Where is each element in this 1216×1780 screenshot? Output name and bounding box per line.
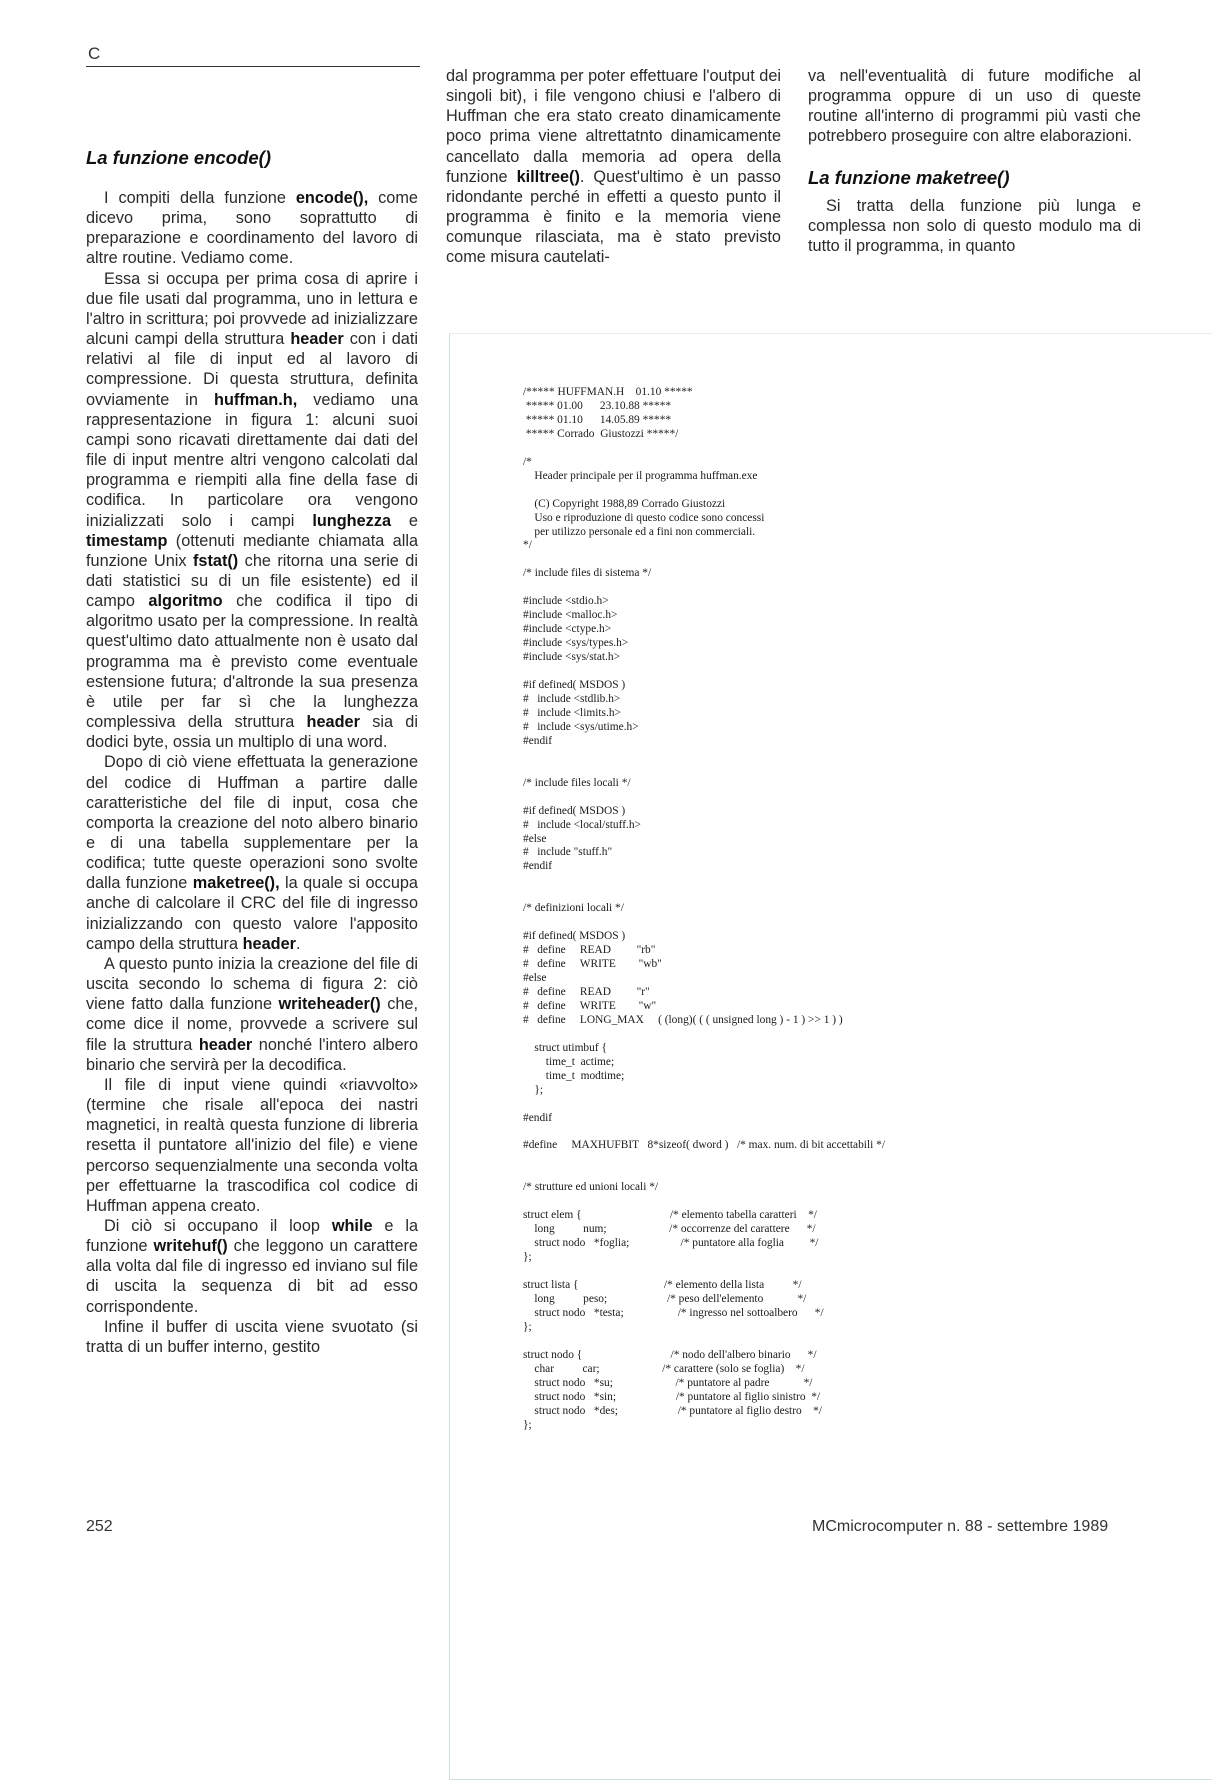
section-title-encode: La funzione encode() (86, 147, 271, 168)
paragraph: Di ciò si occupano il loop while e la funzione writehuf() che leggono un carattere alla volta dal file di ingresso ed inviano sul file di uscita la sequenza di bit ad esso corrispondente. (86, 1216, 419, 1316)
bold-term: header (242, 934, 296, 953)
code-listing-huffman-h: /***** HUFFMAN.H 01.10 ***** ***** 01.00 23.10.88 ***** ***** 01.10 14.05.89 ***** ***** Corrado Giustozzi *****/ /* Header principale per il programma huffman.exe (C) Copyright 1988,89 Corrado Giustozzi Uso e riproduzione di questo codice sono concessi per utilizzo personale ed a fini non commerciali. */ /* include files di sistema */ #include <stdio.h> #include <malloc.h> #include <ctype.h> #include <sys/types.h> #include <sys/stat.h> #if defined( MSDOS ) # include <stdlib.h> # include <limits.h> # include <sys/utime.h> #endif /* include files locali */ #if defined( MSDOS ) # include <local/stuff.h> #else # include "stuff.h" #endif /* definizioni locali */ #if defined( MSDOS ) # define READ "rb" # define WRITE "wb" #else # define READ "r" # define WRITE "w" # define LONG_MAX ( (long)( ( ( unsigned long ) - 1 ) >> 1 ) ) struct utimbuf { time_t actime; time_t modtime; }; #endif #define MAXHUFBIT 8*sizeof( dword ) /* max. num. di bit accettabili */ /* strutture ed unioni locali */ struct elem { /* elemento tabella caratteri */ long num; /* occorrenze del carattere */ struct nodo *foglia; /* puntatore alla foglia */ }; struct lista { /* elemento della lista */ long peso; /* peso dell'elemento */ struct nodo *testa; /* ingresso nel sottoalbero */ }; struct nodo { /* nodo dell'albero binario */ char car; /* carattere (solo se foglia) */ struct nodo *su; /* puntatore al padre */ struct nodo *sin; /* puntatore al figlio sinistro */ struct nodo *des; /* puntatore al figlio destro */ }; (523, 386, 886, 1431)
bold-term: fstat() (193, 551, 239, 570)
bold-term: timestamp (86, 531, 168, 550)
bold-term: lunghezza (312, 511, 392, 530)
magazine-footer: MCmicrocomputer n. 88 - settembre 1989 (812, 1518, 1109, 1535)
paragraph: Dopo di ciò viene effettuata la generazione del codice di Huffman a partire dalle caratteristiche del file di input, cosa che comporta la creazione del noto albero binario e di una tabella supplementare per la codifica; tutte queste operazioni sono svolte dalla funzione maketree(), la quale si occupa anche di calcolare il CRC del file di ingresso inizializzando con questo valore l'apposito campo della struttura header. (86, 753, 418, 953)
bold-term: header (290, 330, 344, 349)
bold-term: writehuf() (153, 1237, 228, 1256)
paragraph: A questo punto inizia la creazione del file di uscita secondo lo schema di figura 2: ciò viene fatto dalla funzione writeheader() che, come dice il nome, provvede a scrivere sul file la struttura header nonché l'intero albero binario che servirà per la decodifica. (86, 954, 419, 1074)
header-rule (86, 66, 420, 67)
bold-term: encode(), (295, 189, 369, 207)
paragraph: Si tratta della funzione più lunga e complessa non solo di questo modulo ma di tutto il programma, in quanto (808, 196, 1141, 255)
left-column (86, 147, 418, 1357)
bold-term: killtree() (516, 167, 580, 186)
bold-term: algoritmo (148, 592, 223, 611)
bold-term: writeheader() (278, 995, 381, 1014)
middle-column (446, 66, 781, 268)
paragraph: dal programma per poter effettuare l'output dei singoli bit), i file vengono chiusi e l'albero di Huffman che era stato creato dinamicamente poco prima viene altrettatnto dinamicamente cancellato dalla memoria ad opera della funzione killtree(). Quest'ultimo è un passo ridondante perché in effetti a questo punto il programma è finito e la memoria viene comunque rilasciata, ma è stato previsto come misura cautelati- (446, 67, 781, 267)
bold-term: huffman.h, (214, 390, 298, 409)
bold-term: while (331, 1216, 373, 1235)
paragraph: Il file di input viene quindi «riavvolto» (termine che risale all'epoca dei nastri magnetici, in realtà questa funzione di libreria resetta il puntatore all'inizio del file) e viene percorso sequenzialmente una seconda volta per effettuarne la trascodifica col codice di Huffman appena creato. (86, 1075, 418, 1215)
bold-term: maketree(), (192, 874, 280, 893)
paragraph: Essa si occupa per prima cosa di aprire i due file usati dal programma, uno in lettura e l'altro in scrittura; poi provvede ad inizializzare alcuni campi della struttura header con i dati relativi al file di input ed al lavoro di compressione. Di questa struttura, definita ovviamente in huffman.h, vediamo una rappresentazione in figura 1: alcuni suoi campi sono ricavati direttamente dai dati del file di input mentre altri vengono calcolati dal programma e riempiti alla fine della fase di codifica. In particolare ora vengono inizializzati solo i campi lunghezza e timestamp (ottenuti mediante chiamata alla funzione Unix fstat() che ritorna una serie di dati statistici su di un file esistente) ed il campo algoritmo che codifica il tipo di algoritmo usato per la compressione. In realtà quest'ultimo dato attualmente non è usato dal programma ma è previsto come eventuale estensione futura; d'altronde la sua presenza è utile per far sì che la lunghezza complessiva della struttura header sia di dodici byte, ossia un multiplo di una word. (86, 269, 418, 752)
page-number: 252 (86, 1518, 113, 1535)
bold-term: header (306, 713, 360, 732)
page-section-letter: C (88, 44, 101, 63)
paragraph: Infine il buffer di uscita viene svuotato (si tratta di un buffer interno, gestito (86, 1317, 418, 1356)
paragraph: va nell'eventualità di future modifiche al programma oppure di un uso di queste routine all'interno di programmi più vasti che potrebbero proseguire con altre elaborazioni. (808, 67, 1141, 146)
section-title-maketree: La funzione maketree() (808, 166, 1010, 188)
right-column (808, 66, 1141, 256)
paragraph: I compiti della funzione encode(), come dicevo prima, sono soprattutto di preparazione e coordinamento del lavoro di altre routine. Vediamo come. (86, 189, 418, 268)
bold-term: header (198, 1035, 253, 1054)
